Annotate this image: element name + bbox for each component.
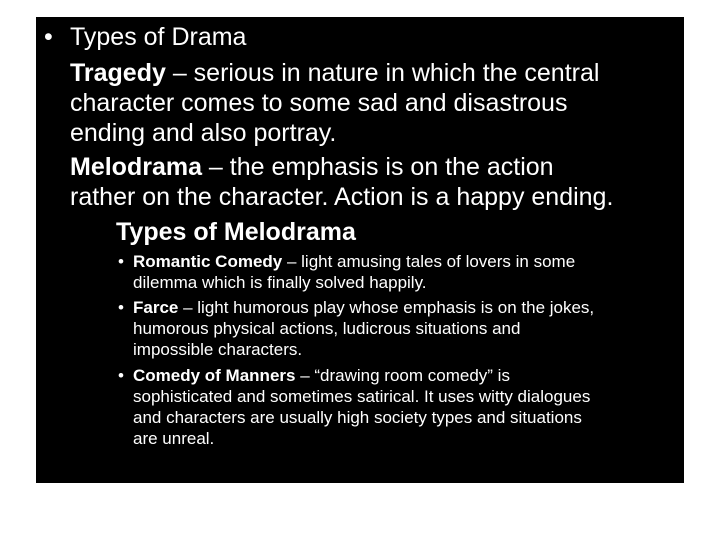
- content-panel: [36, 17, 684, 483]
- farce-line-3: impossible characters.: [133, 340, 303, 359]
- comedy-of-manners-term: Comedy of Manners: [133, 366, 296, 385]
- comedy-of-manners-line-2: sophisticated and sometimes satirical. It uses witty dialogues: [133, 387, 591, 406]
- comedy-of-manners-line-1: [133, 365, 510, 386]
- comedy-of-manners-bullet: •: [118, 366, 124, 385]
- melodrama-text-1: – the emphasis is on the action: [201, 153, 554, 181]
- farce-text-1: – light humorous play whose emphasis is on the jokes,: [178, 298, 595, 317]
- comedy-of-manners-text-1: – “drawing room comedy” is: [295, 366, 510, 385]
- melodrama-types-heading: Types of Melodrama: [116, 218, 356, 246]
- tragedy-line-2: character comes to some sad and disastrous: [70, 89, 568, 117]
- farce-line-1: [133, 297, 594, 318]
- heading-bullet: •: [44, 23, 53, 51]
- romantic-comedy-line-2: dilemma which is finally solved happily.: [133, 273, 427, 292]
- romantic-comedy-term: Romantic Comedy: [133, 252, 283, 271]
- tragedy-line-3: ending and also portray.: [70, 119, 337, 147]
- comedy-of-manners-line-4: are unreal.: [133, 429, 215, 448]
- melodrama-line-2: rather on the character. Action is a happy ending.: [70, 183, 614, 211]
- farce-line-2: humorous physical actions, ludicrous situations and: [133, 319, 521, 338]
- tragedy-text-1: – serious in nature in which the central: [165, 59, 600, 87]
- tragedy-term: Tragedy: [70, 59, 166, 87]
- romantic-comedy-text-1: – light amusing tales of lovers in some: [282, 252, 576, 271]
- romantic-comedy-line-1: [133, 251, 575, 272]
- comedy-of-manners-line-3: and characters are usually high society types and situations: [133, 408, 582, 427]
- melodrama-line-1: [70, 151, 554, 183]
- farce-term: Farce: [133, 298, 179, 317]
- romantic-comedy-bullet: •: [118, 252, 124, 271]
- farce-bullet: •: [118, 298, 124, 317]
- melodrama-term: Melodrama: [70, 153, 202, 181]
- tragedy-line-1: [70, 57, 599, 89]
- heading-title: Types of Drama: [70, 23, 247, 51]
